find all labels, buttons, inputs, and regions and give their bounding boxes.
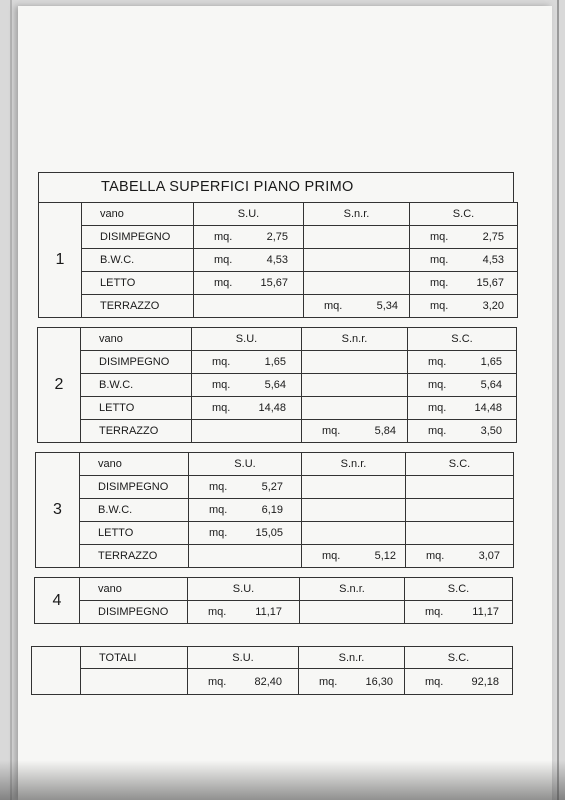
- sc-value: [410, 272, 518, 295]
- su-empty: [192, 420, 302, 443]
- column-header-vano: vano: [80, 453, 189, 476]
- su-value: [194, 226, 304, 249]
- total-sc-value: [405, 669, 513, 695]
- area-number: 82,40: [254, 675, 282, 688]
- area-number: 2,75: [482, 231, 504, 243]
- area-number: 3,07: [478, 550, 500, 562]
- sc-value: [410, 226, 518, 249]
- area-number: 2,75: [266, 231, 288, 243]
- group-table-2: [37, 327, 517, 443]
- table-row: [39, 295, 518, 318]
- unit-label: mq.: [212, 402, 231, 414]
- area-number: 4,53: [266, 254, 288, 266]
- area-number: 4,53: [482, 254, 504, 266]
- room-name: B.W.C.: [81, 374, 192, 397]
- totals-label: TOTALI: [81, 647, 188, 669]
- su-value: [194, 272, 304, 295]
- column-header-vano: vano: [80, 578, 188, 601]
- area-number: 3,50: [480, 425, 502, 437]
- column-header-snr: S.n.r.: [304, 203, 410, 226]
- snr-empty: [302, 397, 408, 420]
- su-empty: [189, 545, 302, 568]
- unit-label: mq.: [426, 550, 445, 562]
- area-number: 14,48: [474, 402, 502, 414]
- column-header-sc: S.C.: [405, 578, 513, 601]
- group-table-1: [38, 202, 518, 318]
- unit-number: 1: [39, 203, 82, 318]
- unit-label: mq.: [425, 675, 444, 688]
- area-number: 5,12: [374, 550, 396, 562]
- column-header-sc: S.C.: [408, 328, 517, 351]
- sc-value: [406, 545, 514, 568]
- sc-empty: [406, 522, 514, 545]
- area-number: 16,30: [365, 675, 393, 688]
- area-number: 5,27: [261, 481, 283, 493]
- table-row: [36, 545, 514, 568]
- room-name: LETTO: [81, 397, 192, 420]
- unit-number: 4: [35, 578, 80, 624]
- snr-empty: [304, 249, 410, 272]
- unit-label: mq.: [209, 481, 228, 493]
- total-su-value: [188, 669, 299, 695]
- unit-label: mq.: [212, 356, 231, 368]
- unit-label: mq.: [430, 300, 449, 312]
- table-row: [39, 226, 518, 249]
- unit-label: mq.: [208, 675, 227, 688]
- area-number: 15,67: [260, 277, 288, 289]
- unit-label: mq.: [430, 231, 449, 243]
- area-number: 11,17: [472, 606, 499, 618]
- totals-header-sc: S.C.: [405, 647, 513, 669]
- unit-label: mq.: [428, 356, 447, 368]
- column-header-su: S.U.: [194, 203, 304, 226]
- column-header-su: S.U.: [192, 328, 302, 351]
- unit-label: mq.: [208, 606, 227, 618]
- su-empty: [194, 295, 304, 318]
- totals-header-snr: S.n.r.: [299, 647, 405, 669]
- sc-value: [408, 374, 517, 397]
- snr-empty: [302, 476, 406, 499]
- su-value: [189, 476, 302, 499]
- totals-empty: [81, 669, 188, 695]
- column-header-sc: S.C.: [406, 453, 514, 476]
- column-header-sc: S.C.: [410, 203, 518, 226]
- unit-number: 3: [36, 453, 80, 568]
- unit-label: mq.: [212, 379, 231, 391]
- su-value: [192, 397, 302, 420]
- unit-label: mq.: [425, 606, 444, 618]
- snr-empty: [302, 351, 408, 374]
- sc-value: [410, 249, 518, 272]
- sc-value: [408, 420, 517, 443]
- table-row: [36, 522, 514, 545]
- area-number: 5,64: [264, 379, 286, 391]
- unit-label: mq.: [214, 277, 233, 289]
- unit-label: mq.: [214, 231, 233, 243]
- sc-value: [405, 601, 513, 624]
- table-row: [39, 249, 518, 272]
- table-row: [38, 420, 517, 443]
- room-name: TERRAZZO: [82, 295, 194, 318]
- column-header-su: S.U.: [189, 453, 302, 476]
- totals-header-su: S.U.: [188, 647, 299, 669]
- unit-label: mq.: [428, 379, 447, 391]
- area-number: 14,48: [258, 402, 286, 414]
- column-header-vano: vano: [81, 328, 192, 351]
- unit-number: 2: [38, 328, 81, 443]
- unit-label: mq.: [430, 254, 449, 266]
- su-value: [192, 351, 302, 374]
- area-number: 5,84: [374, 425, 396, 437]
- table-row: [39, 272, 518, 295]
- room-name: DISIMPEGNO: [82, 226, 194, 249]
- area-number: 1,65: [264, 356, 286, 368]
- room-name: TERRAZZO: [81, 420, 192, 443]
- sc-value: [410, 295, 518, 318]
- sc-value: [408, 397, 517, 420]
- area-number: 15,05: [255, 527, 283, 539]
- room-name: B.W.C.: [82, 249, 194, 272]
- unit-label: mq.: [214, 254, 233, 266]
- room-name: LETTO: [80, 522, 189, 545]
- snr-empty: [302, 522, 406, 545]
- unit-label: mq.: [322, 425, 341, 437]
- area-number: 92,18: [471, 675, 499, 688]
- sc-value: [408, 351, 517, 374]
- snr-empty: [304, 226, 410, 249]
- title-box: [38, 172, 514, 202]
- su-value: [189, 522, 302, 545]
- page-edge-left: [10, 0, 12, 800]
- sc-empty: [406, 499, 514, 522]
- su-value: [188, 601, 300, 624]
- table-row: [36, 476, 514, 499]
- table-title: TABELLA SUPERFICI PIANO PRIMO: [101, 179, 354, 195]
- table-row: [35, 601, 513, 624]
- column-header-snr: S.n.r.: [302, 328, 408, 351]
- unit-label: mq.: [428, 425, 447, 437]
- unit-label: mq.: [322, 550, 341, 562]
- scan-shadow: [0, 760, 565, 800]
- room-name: DISIMPEGNO: [80, 601, 188, 624]
- group-table-4: [34, 577, 513, 624]
- snr-value: [302, 545, 406, 568]
- snr-value: [302, 420, 408, 443]
- group-table-3: [35, 452, 514, 568]
- table-row: [36, 499, 514, 522]
- table-row: [38, 351, 517, 374]
- room-name: TERRAZZO: [80, 545, 189, 568]
- table-row: [38, 397, 517, 420]
- room-name: LETTO: [82, 272, 194, 295]
- area-number: 15,67: [476, 277, 504, 289]
- unit-label: mq.: [324, 300, 343, 312]
- su-value: [194, 249, 304, 272]
- area-number: 3,20: [482, 300, 504, 312]
- room-name: DISIMPEGNO: [80, 476, 189, 499]
- sc-empty: [406, 476, 514, 499]
- area-number: 5,64: [480, 379, 502, 391]
- area-number: 1,65: [480, 356, 502, 368]
- page-edge-right: [557, 0, 559, 800]
- snr-empty: [304, 272, 410, 295]
- room-name: DISIMPEGNO: [81, 351, 192, 374]
- snr-empty: [300, 601, 405, 624]
- snr-empty: [302, 374, 408, 397]
- column-header-su: S.U.: [188, 578, 300, 601]
- unit-label: mq.: [428, 402, 447, 414]
- unit-label: mq.: [430, 277, 449, 289]
- area-number: 11,17: [255, 606, 282, 618]
- unit-label: mq.: [209, 527, 228, 539]
- su-value: [189, 499, 302, 522]
- table-row: [38, 374, 517, 397]
- area-number: 6,19: [261, 504, 283, 516]
- totals-table: [31, 646, 513, 695]
- su-value: [192, 374, 302, 397]
- unit-label: mq.: [209, 504, 228, 516]
- snr-empty: [302, 499, 406, 522]
- room-name: B.W.C.: [80, 499, 189, 522]
- column-header-snr: S.n.r.: [302, 453, 406, 476]
- column-header-vano: vano: [82, 203, 194, 226]
- unit-label: mq.: [319, 675, 338, 688]
- column-header-snr: S.n.r.: [300, 578, 405, 601]
- totals-blank: [32, 647, 81, 695]
- snr-value: [304, 295, 410, 318]
- total-snr-value: [299, 669, 405, 695]
- area-number: 5,34: [376, 300, 398, 312]
